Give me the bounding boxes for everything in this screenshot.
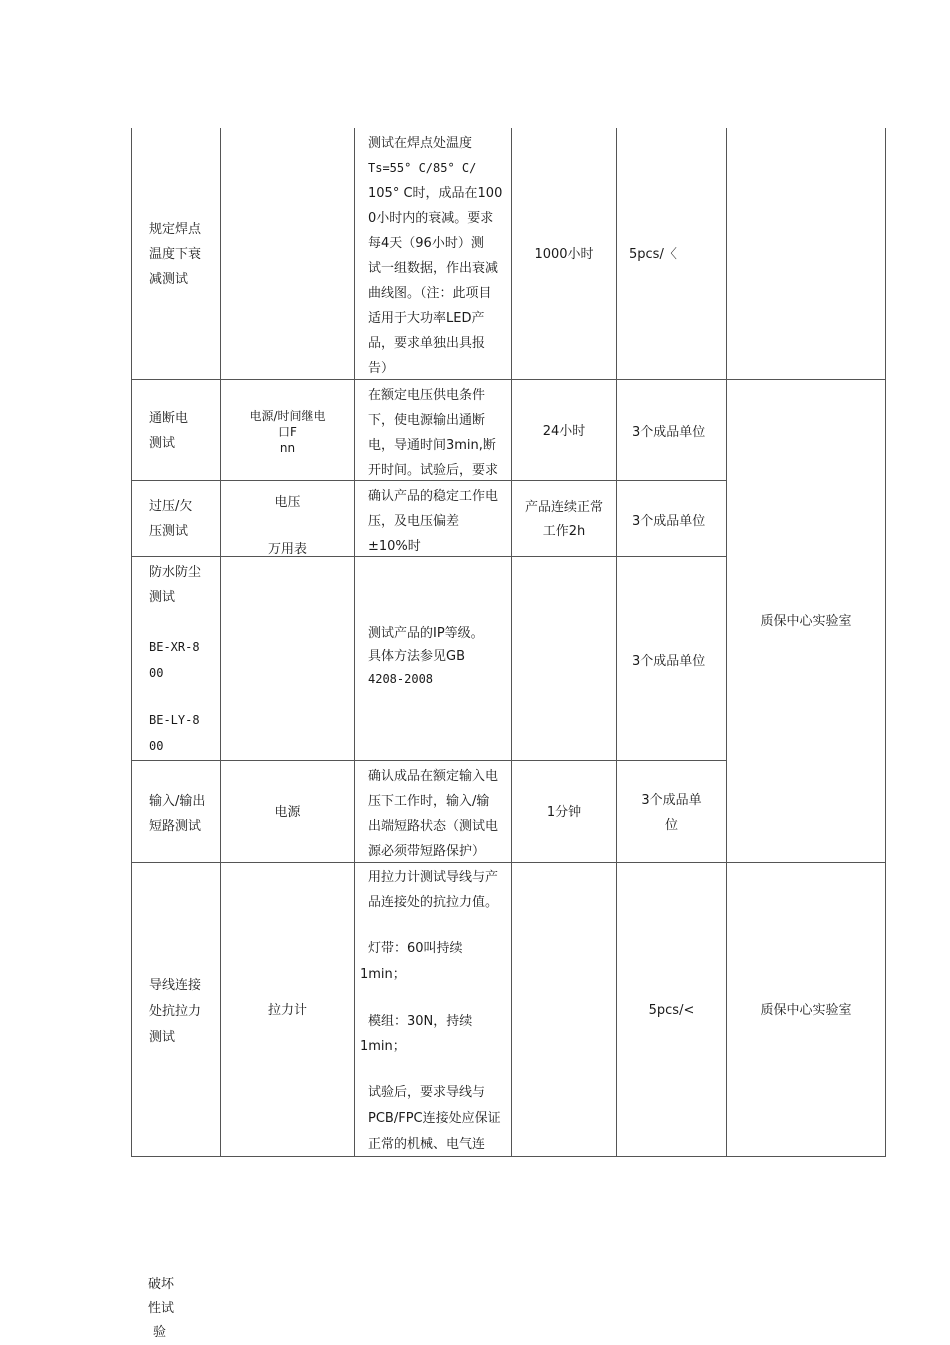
sample-quantity: 5pcs/〈 bbox=[629, 247, 677, 262]
test-method: 测试在焊点处温度 Ts=55° C/85° C/ 105° C时，成品在100 0小时内的衰减。要求 每4天（96小时）测 试一组数据，作出衰减 曲线图。（注：此项目 适用于大功率LED产 品，要求单独出具报 告） bbox=[368, 136, 503, 376]
test-item-name: 导线连接 处抗拉力 测试 bbox=[149, 978, 202, 1045]
row-divider bbox=[131, 760, 727, 761]
test-duration: 1000小时 bbox=[534, 247, 594, 262]
responsible-department: 质保中心实验室 bbox=[760, 1003, 852, 1018]
sample-quantity: 3个成品单位 bbox=[632, 654, 706, 669]
test-equipment: 电源/时间继电 口F nn bbox=[249, 409, 326, 455]
test-method: 测试产品的IP等级。 具体方法参见GB 4208-2008 bbox=[368, 626, 484, 686]
test-method-module-duration: 1min； bbox=[360, 1039, 406, 1054]
test-item-name: 规定焊点 温度下衰 减测试 bbox=[149, 222, 202, 287]
test-item-name: 过压/欠 压测试 bbox=[149, 499, 193, 539]
sample-quantity: 3个成品单位 bbox=[632, 425, 706, 440]
test-equipment: 拉力计 bbox=[267, 1003, 307, 1018]
row-divider bbox=[131, 379, 886, 380]
product-model: BE-LY-8 00 bbox=[149, 713, 200, 753]
table-border-bottom bbox=[131, 1156, 886, 1157]
test-method: 确认成品在额定输入电 压下工作时，输入/输 出端短路状态（测试电 源必须带短路保护） bbox=[368, 769, 499, 859]
table-border-left bbox=[131, 128, 132, 1157]
test-item-name: 输入/输出 短路测试 bbox=[149, 794, 206, 834]
column-divider bbox=[511, 128, 512, 1157]
test-duration: 24小时 bbox=[542, 424, 586, 439]
test-equipment-multimeter: 万用表 bbox=[267, 542, 307, 557]
test-method-strip: 灯带：60叫持续 bbox=[368, 941, 463, 956]
test-method: 用拉力计测试导线与产 品连接处的抗拉力值。 bbox=[368, 870, 499, 910]
product-model: BE-XR-8 00 bbox=[149, 640, 200, 680]
test-item-name: 通断电 测试 bbox=[149, 411, 189, 451]
test-method: 在额定电压供电条件 下，使电源输出通断 电，导通时间3min,断 开时间。试验后，要求 bbox=[368, 388, 499, 478]
test-equipment: 电源 bbox=[274, 805, 301, 820]
responsible-department: 质保中心实验室 bbox=[760, 614, 852, 629]
sample-quantity: 5pcs/< bbox=[648, 1003, 695, 1018]
sample-quantity: 3个成品单 位 bbox=[641, 793, 702, 833]
test-equipment-voltage: 电压 bbox=[274, 495, 301, 510]
test-method-requirement: 试验后，要求导线与 PCB/FPC连接处应保证 正常的机械、电气连 bbox=[368, 1085, 501, 1152]
sample-quantity: 3个成品单位 bbox=[632, 514, 706, 529]
test-method-strip-duration: 1min； bbox=[360, 967, 406, 982]
test-method: 确认产品的稳定工作电 压，及电压偏差 ±10%时 bbox=[368, 489, 499, 554]
table-border-right bbox=[885, 128, 886, 1157]
destructive-test-label: 破坏 性试 验 bbox=[148, 1277, 175, 1340]
test-duration: 产品连续正常 工作2h bbox=[524, 500, 603, 539]
test-item-name: 防水防尘 测试 bbox=[149, 565, 202, 605]
column-divider bbox=[354, 128, 355, 1157]
test-method-module: 模组：30N，持续 bbox=[368, 1014, 473, 1029]
test-duration: 1分钟 bbox=[546, 805, 582, 820]
row-divider bbox=[131, 862, 886, 863]
